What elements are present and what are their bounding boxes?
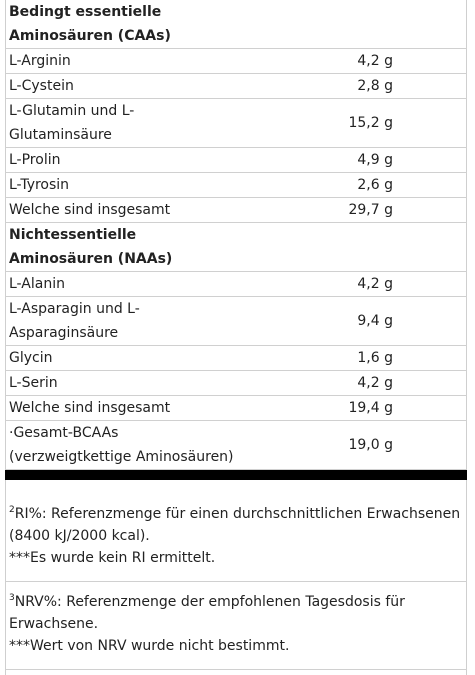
nutrient-name: L-Arginin [5, 49, 236, 74]
table-row [5, 49, 467, 74]
footnote-marker: 3 [9, 593, 15, 603]
nutrient-name: L-Alanin [5, 272, 236, 297]
section-title: Aminosäuren (CAAs) [5, 24, 467, 49]
table-row [5, 346, 467, 371]
table-row [5, 148, 467, 173]
table-row [5, 74, 467, 99]
nutrient-value: 4,2 g [236, 49, 467, 74]
nutrient-name: Welche sind insgesamt [5, 396, 236, 421]
section-title: Aminosäuren (NAAs) [5, 247, 467, 272]
nutrient-name: L-Asparagin und L-Asparaginsäure [5, 297, 236, 346]
footnote-ri-text [9, 503, 461, 547]
nutrient-value: 1,6 g [236, 346, 467, 371]
nutrient-name: L-Tyrosin [5, 173, 236, 198]
footnote-marker: 2 [9, 505, 15, 515]
separator-line [5, 669, 467, 670]
nutrient-value: 15,2 g [236, 99, 467, 148]
table-row [5, 173, 467, 198]
section-header-row [5, 223, 467, 248]
footnote-nrv [9, 591, 461, 657]
section-title: Bedingt essentielle [9, 4, 162, 20]
nutrient-name: L-Cystein [5, 74, 236, 99]
footnote-text: NRV%: Referenzmenge der empfohlenen Tagesdosis für Erwachsene. [9, 594, 405, 632]
section-header-row [5, 247, 467, 272]
nutrient-value: 9,4 g [236, 297, 467, 346]
footnote-nrv-note: ***Wert von NRV wurde nicht bestimmt. [9, 638, 290, 654]
amino-acid-table [5, 0, 467, 480]
nutrient-value: 4,2 g [236, 272, 467, 297]
nutrient-name: L-Serin [5, 371, 236, 396]
nutrient-value: 19,0 g [236, 421, 467, 470]
footnote-nrv-text [9, 591, 461, 635]
table-row [5, 396, 467, 421]
table-row [5, 371, 467, 396]
thick-divider-bar [5, 470, 467, 481]
nutrient-name: Welche sind insgesamt [5, 198, 236, 223]
table-row [5, 297, 467, 346]
table-row [5, 272, 467, 297]
section-header-row [5, 24, 467, 49]
thick-divider [5, 470, 467, 481]
nutrient-value: 4,9 g [236, 148, 467, 173]
nutrient-value: 19,4 g [236, 396, 467, 421]
nutrient-value: 4,2 g [236, 371, 467, 396]
separator-line [5, 581, 467, 582]
footnote-text: RI%: Referenzmenge für einen durchschnittlichen Erwachsenen (8400 kJ/2000 kcal). [9, 506, 461, 544]
section-header-row [5, 0, 467, 24]
table-row [5, 99, 467, 148]
nutrient-value: 29,7 g [236, 198, 467, 223]
nutrient-name: L-Prolin [5, 148, 236, 173]
section-title: Nichtessentielle [9, 227, 137, 243]
nutrient-value: 2,6 g [236, 173, 467, 198]
footnote-ri [9, 503, 461, 569]
footnote-ri-note: ***Es wurde kein RI ermittelt. [9, 550, 216, 566]
nutrient-name: L-Glutamin und L-Glutaminsäure [5, 99, 236, 148]
table-row [5, 421, 467, 470]
nutrient-name: ·Gesamt-BCAAs (verzweigtkettige Aminosäuren) [5, 421, 236, 470]
nutrient-value: 2,8 g [236, 74, 467, 99]
nutrient-name: Glycin [5, 346, 236, 371]
table-row [5, 198, 467, 223]
